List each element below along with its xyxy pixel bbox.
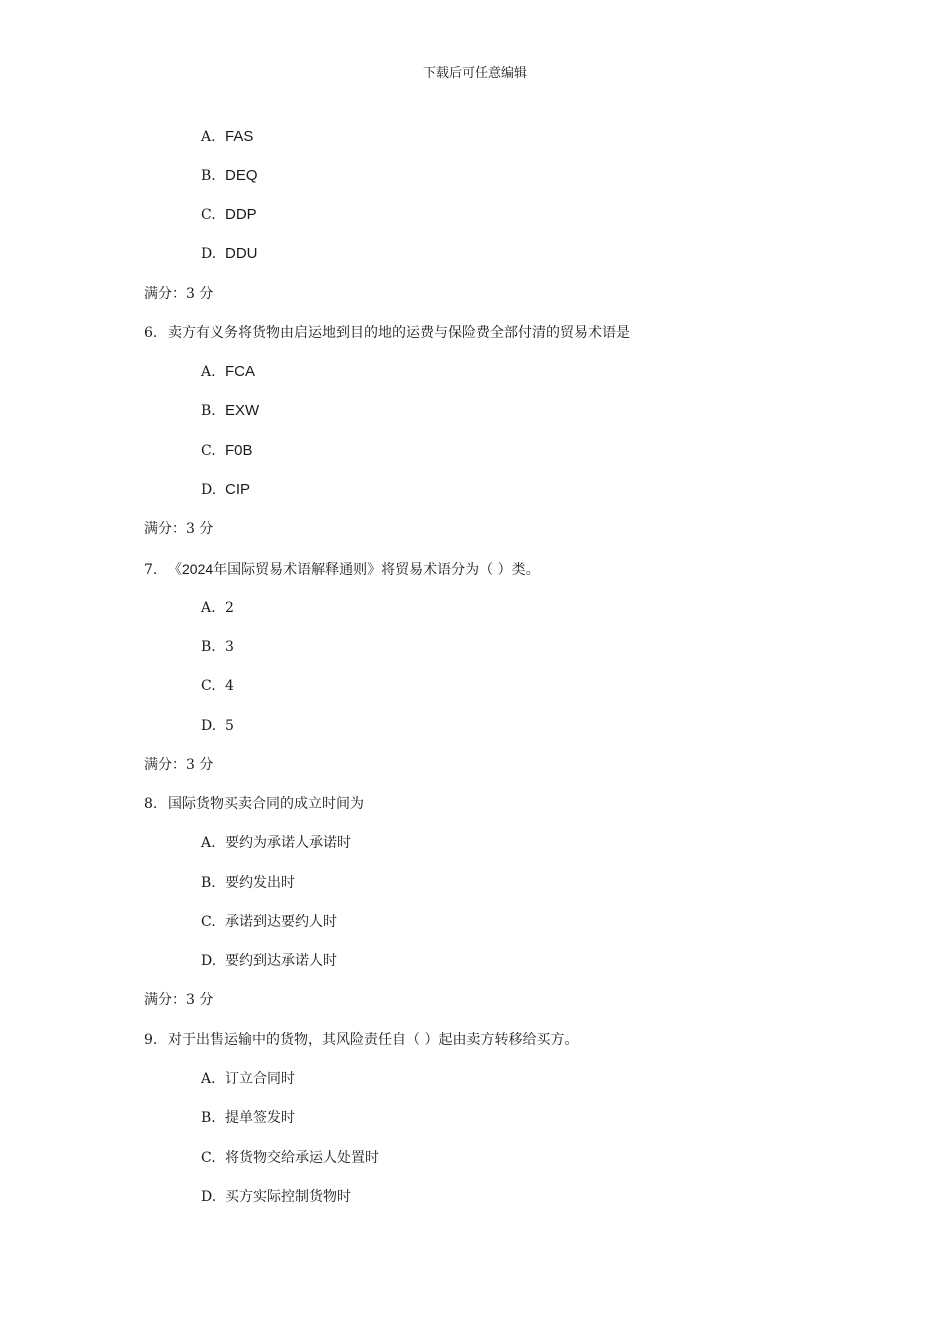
q9-option-c[interactable] xyxy=(201,1147,379,1169)
q7-question xyxy=(144,558,540,580)
option-letter: B. xyxy=(201,168,216,184)
question-text: 国际货物买卖合同的成立时间为 xyxy=(168,796,364,812)
option-text: DDP xyxy=(225,206,257,223)
option-text: F0B xyxy=(225,442,253,459)
question-text: 卖方有义务将货物由启运地到目的地的运费与保险费全部付清的贸易术语是 xyxy=(168,325,630,341)
option-text: FAS xyxy=(225,128,254,145)
q6-option-b[interactable] xyxy=(201,400,259,422)
q6-question xyxy=(144,322,630,344)
page-header: 下载后可任意编辑 xyxy=(422,66,527,81)
option-letter: A. xyxy=(201,600,216,616)
question-text: 对于出售运输中的货物，其风险责任自（ ）起由卖方转移给买方。 xyxy=(168,1032,579,1048)
option-letter: D. xyxy=(201,1189,217,1205)
option-letter: B. xyxy=(201,1110,216,1126)
q8-option-d[interactable] xyxy=(201,950,337,972)
option-text: 订立合同时 xyxy=(225,1071,295,1087)
option-letter: D. xyxy=(201,953,217,969)
q5-option-a[interactable] xyxy=(201,126,253,148)
q7-option-b[interactable] xyxy=(201,636,234,658)
q8-score: 满分：3 分 xyxy=(144,992,214,1008)
question-text-prefix: 《 xyxy=(168,562,182,578)
option-text: 买方实际控制货物时 xyxy=(225,1189,351,1205)
option-letter: A. xyxy=(201,1071,216,1087)
q7-option-d[interactable] xyxy=(201,715,234,737)
q8-option-a[interactable] xyxy=(201,832,351,854)
q7-score: 满分：3 分 xyxy=(144,757,214,773)
q7-option-c[interactable] xyxy=(201,675,234,697)
option-text: 提单签发时 xyxy=(225,1110,295,1126)
q5-score: 满分：3 分 xyxy=(144,286,214,302)
q6-option-c[interactable] xyxy=(201,440,253,462)
q8-question xyxy=(144,793,364,815)
option-letter: D. xyxy=(201,718,217,734)
q6-score: 满分：3 分 xyxy=(144,521,214,537)
q6-option-d[interactable] xyxy=(201,479,250,501)
option-text: CIP xyxy=(225,481,251,498)
question-text-rest: 年国际贸易术语解释通则》将贸易术语分为（ ）类。 xyxy=(213,562,540,578)
option-text: DDU xyxy=(225,245,258,262)
option-letter: A. xyxy=(201,364,216,380)
q5-option-c[interactable] xyxy=(201,204,257,226)
question-number: 9. xyxy=(144,1032,158,1048)
option-text: 将货物交给承运人处置时 xyxy=(225,1150,379,1166)
option-text: EXW xyxy=(225,402,260,419)
option-letter: B. xyxy=(201,639,216,655)
option-text: 要约到达承诺人时 xyxy=(225,953,337,969)
option-letter: B. xyxy=(201,403,216,419)
q8-option-c[interactable] xyxy=(201,911,337,933)
q6-option-a[interactable] xyxy=(201,361,255,383)
q8-option-b[interactable] xyxy=(201,872,295,894)
option-letter: C. xyxy=(201,1150,216,1166)
q9-question xyxy=(144,1029,578,1051)
option-letter: C. xyxy=(201,678,216,694)
option-letter: C. xyxy=(201,207,216,223)
q5-option-b[interactable] xyxy=(201,165,258,187)
option-letter: D. xyxy=(201,482,217,498)
question-text-year: 2024 xyxy=(182,561,214,577)
question-number: 8. xyxy=(144,796,158,812)
option-letter: A. xyxy=(201,835,216,851)
option-text: DEQ xyxy=(225,167,258,184)
option-letter: C. xyxy=(201,914,216,930)
option-letter: B. xyxy=(201,875,216,891)
option-text: 5 xyxy=(225,718,234,734)
option-text: 4 xyxy=(225,678,234,694)
q9-option-d[interactable] xyxy=(201,1186,351,1208)
option-text: FCA xyxy=(225,363,255,380)
q9-option-a[interactable] xyxy=(201,1068,295,1090)
q5-option-d[interactable] xyxy=(201,243,258,265)
option-letter: D. xyxy=(201,246,217,262)
option-text: 承诺到达要约人时 xyxy=(225,914,337,930)
question-number: 6. xyxy=(144,325,158,341)
question-number: 7. xyxy=(144,562,158,578)
option-letter: C. xyxy=(201,443,216,459)
q9-option-b[interactable] xyxy=(201,1107,295,1129)
option-letter: A. xyxy=(201,129,216,145)
option-text: 要约为承诺人承诺时 xyxy=(225,835,351,851)
option-text: 要约发出时 xyxy=(225,875,295,891)
option-text: 2 xyxy=(225,600,234,616)
option-text: 3 xyxy=(225,639,234,655)
q7-option-a[interactable] xyxy=(201,597,234,619)
